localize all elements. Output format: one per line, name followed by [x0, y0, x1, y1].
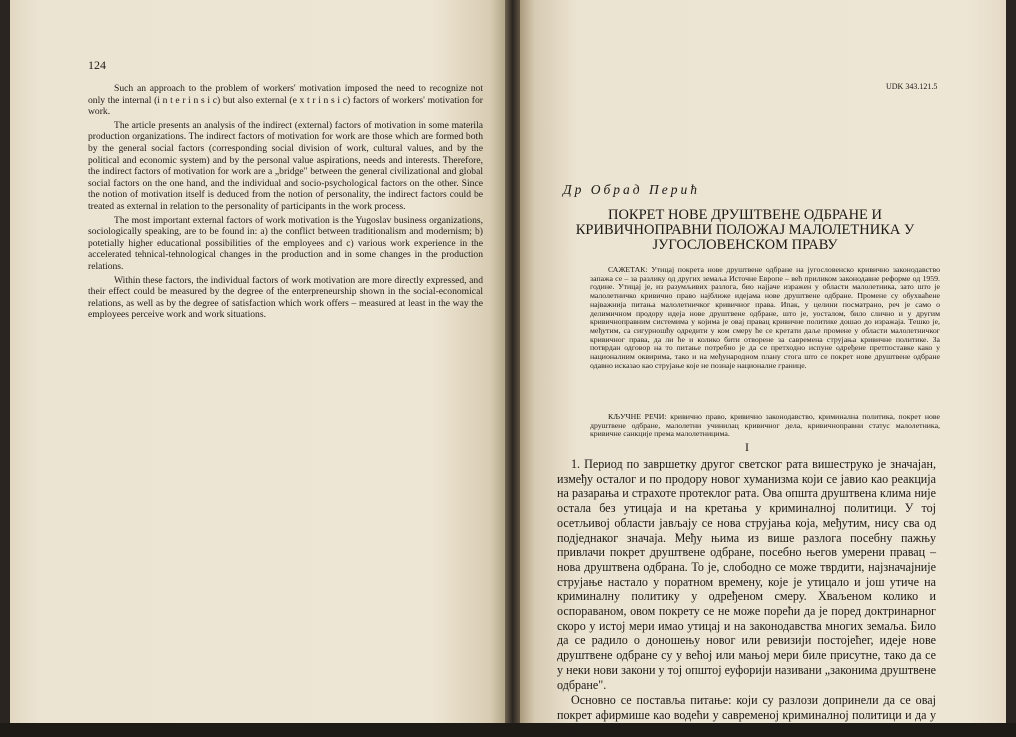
body-paragraph: Основно се поставља питање: који су разлози допринели да се овај покрет афирмише као водећи у савременој криминалној политици и да у тако: [557, 693, 936, 737]
keywords: КЉУЧНЕ РЕЧИ: кривично право, кривично законодавство, криминална политика, покрет нове друштвене одбране, малолетни учинилац кривичног дела, кривичноправни статус малолетника, кривичне санкције према малолетницима.: [590, 412, 940, 439]
abstract-text: САЖЕТАК: Утицај покрета нове друштвене одбране на југословенско кривично законодавство запажа се – за разлику од других земаља Источне Европе – већ приликом законодавне реформе од 1959. године. Утицај је, из разумљивих разлога, био најјаче изражен у области малолетника, зато што је малолетничко кривично право најближе идејама нове друштвене одбране. Промене су обухваћене најважнија питања малолетничког кривичног права. Ипак, у целини посматрано, реч је само о делимичном продору идеја нове друштвене одбране, што је, уосталом, било слично и у другим кривичноправним системима у којима је овај правац кривичне политике дошао до изражаја. Тешко је, међутим, са сигурношћу одредити у ком смеру ће се кретати даље промене у области малолетничког кривичног права, да ли ће и колико бити отворене за савремена струјања кривичне политике. За потврдан одговор на то питање потребно је да се претходно испуне одређене претпоставке како у националним оквирима, тако и на међународном плану стога што се покрет нове друштвене одбране одавно исказао као струјање које не познаје националне границе.: [590, 265, 940, 370]
book-gutter: [505, 0, 520, 723]
book-edge-left: [0, 0, 10, 723]
page-number: 124: [88, 58, 106, 72]
left-page: [10, 0, 505, 723]
summary-paragraph: The article presents an analysis of the indirect (external) factors of motivation in some materila production organizations. The indirect factors of motivation for work are those which are formed both by the general social factors (corresponding social division of work, cultural values, and by the political and economic system) and by the personal value aspirations, needs and interests. Therefore, the indirect factors of motivation for work are a „bridge" between the general civilizational and global social factors on the one hand, and the individual and socio-psychological factors on the other. Since the notion of motivation itself is deduced from the notion of personality, the indirect factors could be treated as external in relation to the personality of participants in the work process.: [88, 119, 483, 212]
section-heading: I: [745, 440, 749, 454]
book-edge-right: [1006, 0, 1016, 723]
article-body: [557, 457, 936, 737]
summary-paragraph: Such an approach to the problem of workers' motivation imposed the need to recognize not only the internal (i n t e r i n s i c) but also external (e x t r i n s i c) factors of workers' motivation for work.: [88, 83, 483, 118]
body-paragraph: 1. Период по завршетку другог светског рата вишеструко је значајан, између осталог и по продору новог хуманизма који се јавио као реакција на разарања и страхоте протеклог рата. Ова општа друштвена клима није остала без утицаја и на кретања у криминалној политици. У тој осетљивој области јављају се нова струјања која, међутим, нису сва од подједнаког значаја. Међу њима из више разлога посебну пажњу привлачи покрет друштвене одбране, посебно његов умерени правац – нова друштвена одбрана. То је, слободно се може тврдити, најзначајније струјање настало у поратном времену, које је утицало и још утиче на криминалну политику у одређеном смеру. Хваљеном колико и оспораваном, овом покрету се не може порећи да је поред доктринарног скоро у истој мери имао утицај и на законодавства многих земаља. Било да се радило о доношењу новог или ревизији постојећег, идеје нове друштвене одбране су у већој или мањој мери биле присутне, тако да се у неки нови закони у тој општој еуфорији називани „законима друштвене одбране".: [557, 457, 936, 692]
summary-paragraph: Within these factors, the individual factors of work motivation are more directly expressed, and their effect could be measured by the degree of the enterpreneurship shown in the social-economical relations, as well as by the degree of satisfaction which work offers – measured at least in the way the employees perceive work and work situations.: [88, 274, 483, 321]
english-summary: [88, 83, 483, 321]
article-title: ПОКРЕТ НОВЕ ДРУШТВЕНЕ ОДБРАНЕ И КРИВИЧНОПРАВНИ ПОЛОЖАЈ МАЛОЛЕТНИКА У ЈУГОСЛОВЕНСКОМ ПРАВУ: [575, 207, 915, 253]
udk-code: UDK 343.121.5: [886, 82, 938, 91]
author-name: Др Обрад Перић: [563, 182, 700, 197]
summary-paragraph: The most important external factors of work motivation is the Yugoslav business organizations, sociologically speaking, are to be found in: a) the conflict between traditionalism and modernism; b) potetially higher educational possibilities of the employees and c) various work experience in the accelerated tehnical-tehnological changes in the production and in some changes in the production relations.: [88, 214, 483, 272]
abstract: [590, 266, 940, 370]
